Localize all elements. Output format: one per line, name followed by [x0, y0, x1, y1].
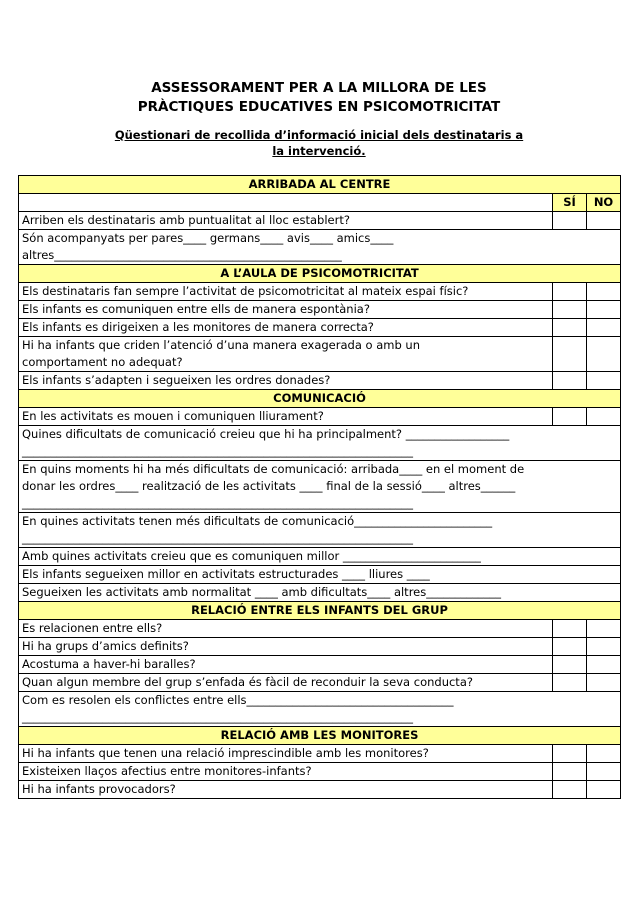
answer-no-box[interactable]: [587, 674, 621, 692]
title-line-2: PRÀCTIQUES EDUCATIVES EN PSICOMOTRICITAT: [137, 99, 501, 115]
question-text-multiline[interactable]: [19, 426, 621, 461]
question-row: [19, 319, 621, 337]
answer-si-box[interactable]: [553, 212, 587, 230]
answer-si-box[interactable]: [553, 674, 587, 692]
question-row: [19, 283, 621, 301]
question-line: ____________________________________________________________________: [22, 496, 413, 510]
answer-no-box[interactable]: [587, 212, 621, 230]
answer-no-box[interactable]: [587, 337, 621, 372]
question-row: [19, 638, 621, 656]
question-line: Com es resolen els conflictes entre ells____________________________________: [22, 693, 454, 707]
question-line: ____________________________________________________________________: [22, 444, 413, 458]
question-row: [19, 763, 621, 781]
question-text: Quan algun membre del grup s’enfada és fàcil de reconduir la seva conducta?: [19, 674, 553, 692]
question-text: Hi ha infants que tenen una relació imprescindible amb les monitores?: [19, 745, 553, 763]
question-row: [19, 461, 621, 513]
section-header-row: [19, 602, 621, 620]
answer-no-box[interactable]: [587, 283, 621, 301]
answer-no-box[interactable]: [587, 319, 621, 337]
question-line: ____________________________________________________________________: [22, 531, 413, 545]
question-text[interactable]: Els infants segueixen millor en activitats estructurades ____ lliures ____: [19, 566, 621, 584]
answer-no-box[interactable]: [587, 656, 621, 674]
section-header-row: [19, 265, 621, 283]
question-line: Hi ha infants que criden l’atenció d’una manera exagerada o amb un: [22, 338, 421, 352]
question-row: [19, 781, 621, 799]
question-line: Són acompanyats per pares____ germans____ avis____ amics____: [22, 231, 394, 245]
question-row: [19, 692, 621, 727]
section-relacio-monitores: RELACIÓ AMB LES MONITORES: [19, 727, 621, 745]
answer-no-box[interactable]: [587, 745, 621, 763]
section-arribada: ARRIBADA AL CENTRE: [19, 176, 621, 194]
question-text: Acostuma a haver-hi baralles?: [19, 656, 553, 674]
section-header-row: [19, 390, 621, 408]
question-row: [19, 566, 621, 584]
answer-si-box[interactable]: [553, 763, 587, 781]
question-row: [19, 408, 621, 426]
document-subtitle: [0, 127, 638, 159]
question-text: Els infants es dirigeixen a les monitores de manera correcta?: [19, 319, 553, 337]
question-row: [19, 620, 621, 638]
answer-no-box[interactable]: [587, 301, 621, 319]
question-line: altres__________________________________________________: [22, 248, 342, 262]
answer-no-box[interactable]: [587, 763, 621, 781]
answer-si-box[interactable]: [553, 745, 587, 763]
question-text-multiline[interactable]: [19, 461, 621, 513]
header-blank-cell: [19, 194, 553, 212]
section-aula: A L’AULA DE PSICOMOTRICITAT: [19, 265, 621, 283]
question-line: En quines activitats tenen més dificultats de comunicació________________________: [22, 514, 493, 528]
answer-si-box[interactable]: [553, 781, 587, 799]
column-si: SÍ: [553, 194, 587, 212]
question-text-multiline[interactable]: [19, 230, 621, 265]
question-row: [19, 674, 621, 692]
questionnaire-table: [18, 175, 621, 799]
question-text: Hi ha infants provocadors?: [19, 781, 553, 799]
question-line: En quins moments hi ha més dificultats de comunicació: arribada____ en el moment de: [22, 462, 525, 476]
question-text[interactable]: Amb quines activitats creieu que es comuniquen millor ________________________: [19, 548, 621, 566]
answer-si-box[interactable]: [553, 319, 587, 337]
answer-si-box[interactable]: [553, 372, 587, 390]
answer-si-box[interactable]: [553, 656, 587, 674]
question-text-multiline[interactable]: [19, 692, 621, 727]
question-row: [19, 548, 621, 566]
question-text: Els infants es comuniquen entre ells de manera espontània?: [19, 301, 553, 319]
question-line: comportament no adequat?: [22, 355, 183, 369]
question-row: [19, 513, 621, 548]
question-text: En les activitats es mouen i comuniquen lliurament?: [19, 408, 553, 426]
question-text: Hi ha grups d’amics definits?: [19, 638, 553, 656]
question-row: [19, 301, 621, 319]
question-text-multiline: [19, 337, 553, 372]
question-text: Els destinataris fan sempre l’activitat de psicomotricitat al mateix espai físic?: [19, 283, 553, 301]
question-row: [19, 745, 621, 763]
question-text-multiline[interactable]: [19, 513, 621, 548]
question-line: Quines dificultats de comunicació creieu que hi ha principalment? __________________: [22, 427, 510, 441]
answer-no-box[interactable]: [587, 408, 621, 426]
answer-no-box[interactable]: [587, 638, 621, 656]
question-line: ____________________________________________________________________: [22, 710, 413, 724]
question-row: [19, 584, 621, 602]
question-row: [19, 372, 621, 390]
answer-no-box[interactable]: [587, 781, 621, 799]
question-row: [19, 656, 621, 674]
column-no: NO: [587, 194, 621, 212]
subtitle-line-1: Qüestionari de recollida d’informació inicial dels destinataris a: [114, 128, 524, 142]
answer-si-box[interactable]: [553, 301, 587, 319]
question-row: [19, 230, 621, 265]
section-header-row: [19, 176, 621, 194]
answer-si-box[interactable]: [553, 408, 587, 426]
section-header-row: [19, 727, 621, 745]
answer-si-box[interactable]: [553, 638, 587, 656]
question-line: donar les ordres____ realització de les activitats ____ final de la sessió____ altres______: [22, 479, 516, 493]
answer-no-box[interactable]: [587, 372, 621, 390]
document-title: [0, 79, 638, 117]
question-text: Existeixen llaços afectius entre monitores-infants?: [19, 763, 553, 781]
section-relacio-infants: RELACIÓ ENTRE ELS INFANTS DEL GRUP: [19, 602, 621, 620]
answer-si-box[interactable]: [553, 283, 587, 301]
question-row: [19, 212, 621, 230]
title-line-1: ASSESSORAMENT PER A LA MILLORA DE LES: [151, 80, 487, 96]
question-text[interactable]: Segueixen les activitats amb normalitat ____ amb dificultats____ altres_____________: [19, 584, 621, 602]
section-comunicacio: COMUNICACIÓ: [19, 390, 621, 408]
question-text: Els infants s’adapten i segueixen les ordres donades?: [19, 372, 553, 390]
yes-no-header-row: [19, 194, 621, 212]
answer-si-box[interactable]: [553, 620, 587, 638]
question-row: [19, 337, 621, 372]
question-row: [19, 426, 621, 461]
answer-si-box[interactable]: [553, 337, 587, 372]
question-text: Es relacionen entre ells?: [19, 620, 553, 638]
answer-no-box[interactable]: [587, 620, 621, 638]
subtitle-line-2: la intervenció.: [272, 144, 366, 158]
question-text: Arriben els destinataris amb puntualitat al lloc establert?: [19, 212, 553, 230]
